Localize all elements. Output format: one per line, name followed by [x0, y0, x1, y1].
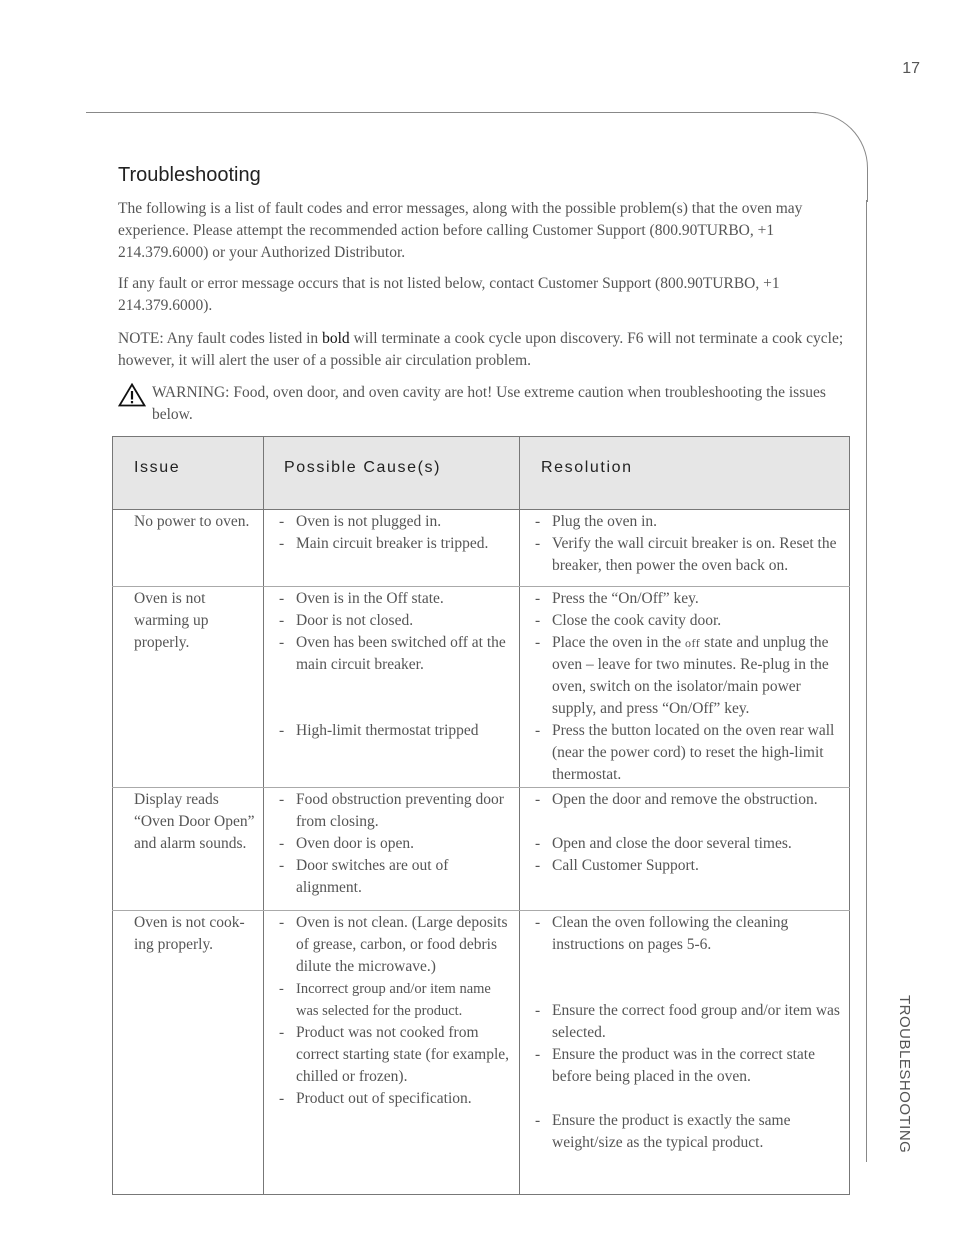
table-row: [113, 587, 850, 788]
resolution-item: - Verify the wall circuit breaker is on. Reset the breaker, then power the oven back on.: [535, 533, 845, 577]
table-row: [113, 788, 850, 911]
resolution-cell: [520, 587, 850, 788]
resolution-item: - Call Customer Support.: [535, 855, 845, 877]
resolution-item: - Close the cook cavity door.: [535, 610, 845, 632]
frame-top-rule: [86, 112, 816, 113]
resolution-item: - Ensure the product was in the correct state before being placed in the oven.: [535, 1044, 845, 1088]
intro-paragraph: The following is a list of fault codes and error messages, along with the possible problem(s) that the oven may experience. Please attempt the recommended action before calling Customer Support (800.90TURBO, +1 214.379.6000) or your Authorized Distributor.: [118, 200, 803, 261]
section-title: Troubleshooting: [118, 164, 261, 186]
section-side-tab: TROUBLESHOOTING: [896, 995, 913, 1154]
header-issue: Issue: [113, 437, 264, 510]
warning-block: [118, 382, 844, 426]
resolution-item: - Press the button located on the oven rear wall (near the power cord) to reset the high-limit thermostat.: [535, 720, 845, 786]
cause-item: - Oven has been switched off at the main circuit breaker.: [279, 632, 515, 676]
issue-cell: Oven is not cook-ing properly.: [113, 911, 264, 1195]
resolution-cell: [520, 911, 850, 1195]
causes-cell: [264, 510, 520, 587]
issue-cell: Display reads “Oven Door Open” and alarm sounds.: [113, 788, 264, 911]
header-possible-causes: Possible Cause(s): [264, 437, 520, 510]
table-row: [113, 911, 850, 1195]
resolution-item: - Open and close the door several times.: [535, 833, 845, 855]
cause-item: - Main circuit breaker is tripped.: [279, 533, 515, 555]
cause-item: - Oven is in the Off state.: [279, 588, 515, 610]
cause-item: - Oven is not clean. (Large deposits of grease, carbon, or food debris dilute the microwave.): [279, 912, 515, 978]
resolution-item: - Ensure the product is exactly the same weight/size as the typical product.: [535, 1110, 845, 1154]
resolution-item: - Ensure the correct food group and/or item was selected.: [535, 1000, 845, 1044]
contact-paragraph: If any fault or error message occurs that is not listed below, contact Customer Support (800.90TURBO, +1 214.379.6000).: [118, 275, 780, 314]
cause-item: - Food obstruction preventing door from closing.: [279, 789, 515, 833]
resolution-item: - Place the oven in the off state and unplug the oven – leave for two minutes. Re-plug in the oven, switch on the isolator/main power supply, and press “On/Off” key.: [535, 632, 845, 720]
resolution-item: - Plug the oven in.: [535, 511, 845, 533]
cause-item: - Oven door is open.: [279, 833, 515, 855]
cause-item: - Incorrect group and/or item name was selected for the product.: [279, 978, 515, 1022]
note-paragraph: NOTE: Any fault codes listed in bold will terminate a cook cycle upon discovery. F6 will not terminate a cook cycle; however, it will alert the user of a possible air circulation problem.: [118, 330, 844, 369]
cause-item: - Door switches are out of alignment.: [279, 855, 515, 899]
causes-cell: [264, 587, 520, 788]
cause-item: - Door is not closed.: [279, 610, 515, 632]
table-row: [113, 510, 850, 587]
warning-icon: [118, 383, 146, 407]
cause-item: - High-limit thermostat tripped: [279, 720, 515, 742]
resolution-item: - Press the “On/Off” key.: [535, 588, 845, 610]
cause-item: - Product was not cooked from correct starting state (for example, chilled or frozen).: [279, 1022, 515, 1088]
page-number: 17: [902, 60, 920, 77]
frame-side-rule: [866, 200, 867, 1162]
warning-text: WARNING: Food, oven door, and oven cavity are hot! Use extreme caution when troubleshooting the issues below.: [152, 384, 826, 423]
frame-corner: [778, 112, 868, 202]
off-state-label: off: [685, 636, 701, 650]
causes-cell: [264, 788, 520, 911]
issue-cell: No power to oven.: [113, 510, 264, 587]
resolution-cell: [520, 510, 850, 587]
bold-keyword: bold: [322, 330, 350, 347]
cause-item: - Product out of specification.: [279, 1088, 515, 1110]
causes-cell: [264, 911, 520, 1195]
header-resolution: Resolution: [520, 437, 850, 510]
resolution-item: - Open the door and remove the obstruction.: [535, 789, 845, 811]
table-header-row: [113, 437, 850, 510]
resolution-item: - Clean the oven following the cleaning instructions on pages 5-6.: [535, 912, 845, 956]
troubleshooting-table: [112, 436, 850, 1195]
resolution-cell: [520, 788, 850, 911]
issue-cell: Oven is not warming up properly.: [113, 587, 264, 788]
cause-item: - Oven is not plugged in.: [279, 511, 515, 533]
